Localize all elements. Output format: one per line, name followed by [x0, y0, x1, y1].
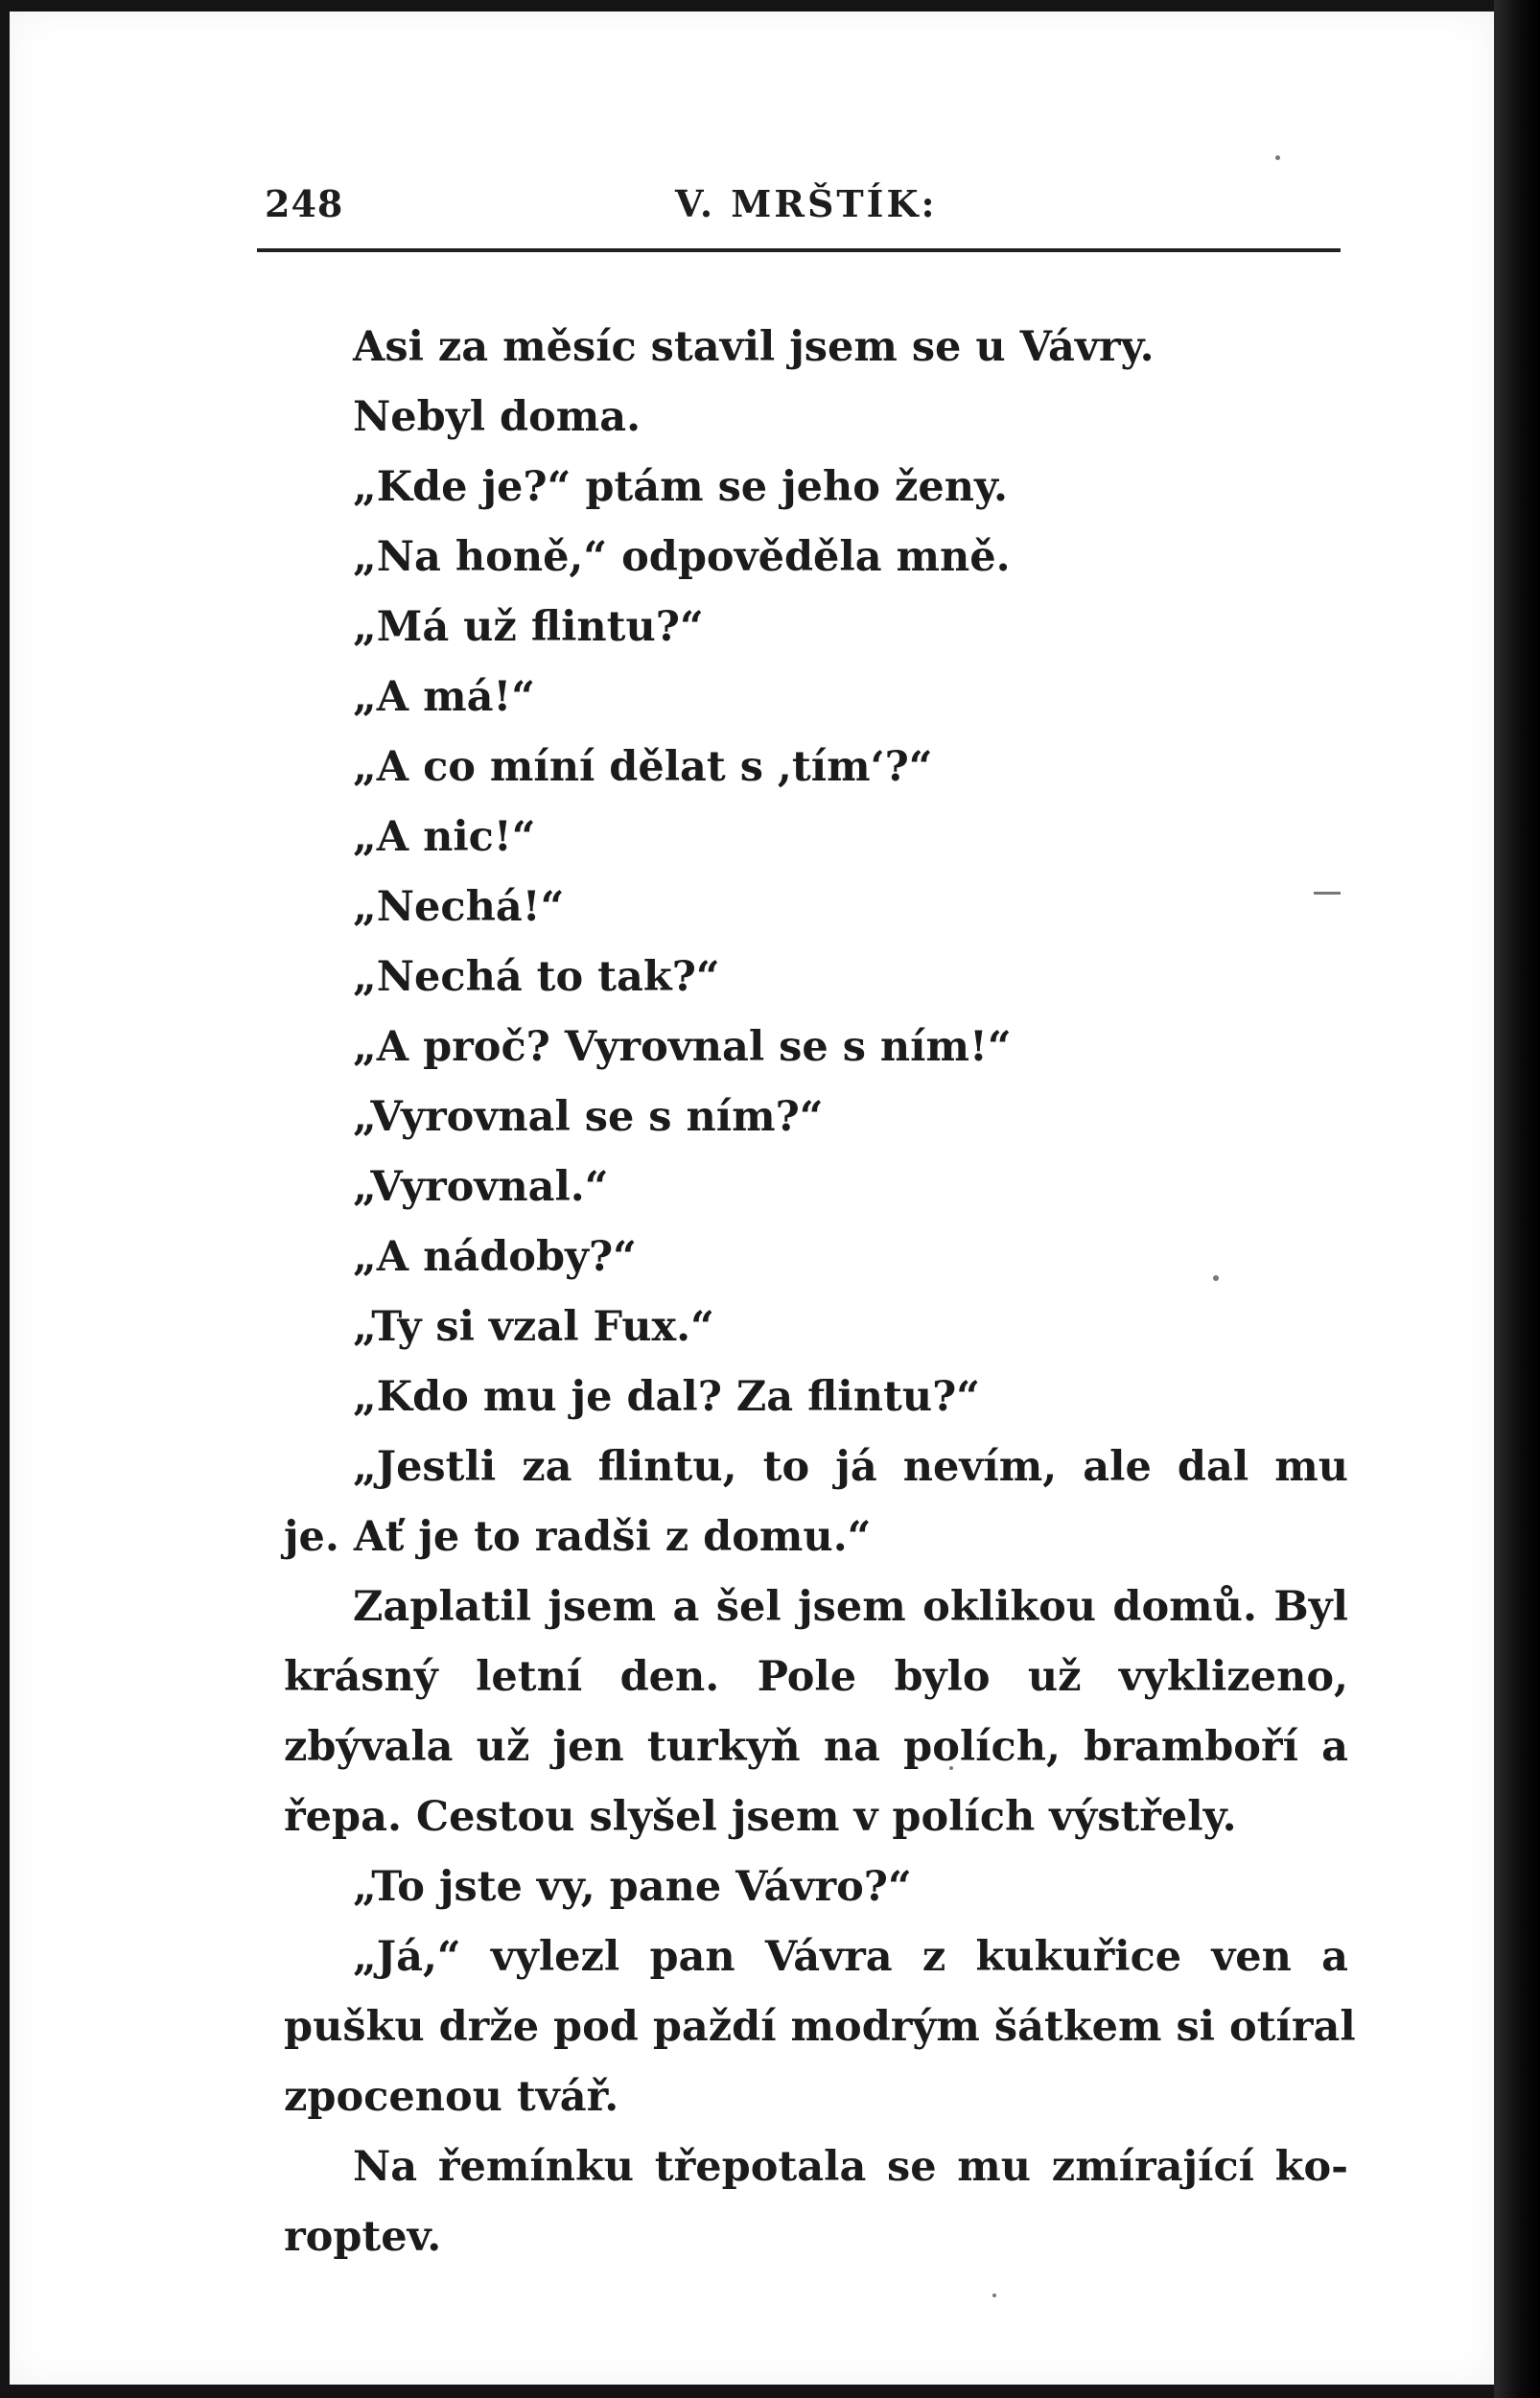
page-number: 248 [265, 182, 344, 225]
paper-speck [992, 2293, 996, 2297]
page-header [257, 182, 1341, 249]
spine-shadow [1494, 0, 1540, 2398]
running-head: V. MRŠTÍK: [675, 182, 938, 225]
text-line: „To jste vy, pane Vávro?“ [353, 1863, 912, 1911]
paper-speck [1275, 155, 1280, 160]
text-line: „Vyrovnal.“ [353, 1163, 609, 1211]
text-line: „A má!“ [353, 673, 536, 721]
text-line: „Ty si vzal Fux.“ [353, 1303, 714, 1351]
header-rule [257, 248, 1341, 252]
text-line: zpocenou tvář. [284, 2073, 619, 2121]
text-line: Nebyl doma. [353, 393, 642, 441]
text-line: Na řemínku třepotala se mu zmírající ko- [353, 2143, 1348, 2191]
text-line: „Kdo mu je dal? Za flintu?“ [353, 1373, 981, 1421]
text-line: „Kde je?“ ptám se jeho ženy. [353, 463, 1009, 511]
text-line: pušku drže pod paždí modrým šátkem si otíral [284, 2003, 1356, 2051]
text-line: Asi za měsíc stavil jsem se u Vávry. [353, 323, 1155, 371]
text-line: „Nechá!“ [353, 883, 565, 931]
body-text [284, 313, 1356, 2272]
text-line: „Já,“ vylezl pan Vávra z kukuřice ven a [353, 1933, 1348, 1981]
text-line: „Nechá to tak?“ [353, 953, 720, 1001]
text-line: krásný letní den. Pole bylo už vyklizeno, [284, 1653, 1348, 1701]
text-line: „A nic!“ [353, 813, 536, 861]
text-line: „Na honě,“ odpověděla mně. [353, 533, 1011, 581]
text-line: „Jestli za flintu, to já nevím, ale dal mu [353, 1443, 1348, 1491]
text-line: je. Ať je to radši z domu.“ [284, 1513, 872, 1561]
text-line: „A proč? Vyrovnal se s ním!“ [353, 1023, 1012, 1071]
text-line: „A nádoby?“ [353, 1233, 637, 1281]
text-line: Zaplatil jsem a šel jsem oklikou domů. Byl [353, 1583, 1348, 1631]
text-line: „A co míní dělat s ,tím‘?“ [353, 743, 933, 791]
text-line: roptev. [284, 2213, 442, 2261]
text-line: „Má už flintu?“ [353, 603, 704, 651]
text-line: zbývala už jen turkyň na polích, bramboří a [284, 1723, 1348, 1771]
text-line: „Vyrovnal se s ním?“ [353, 1093, 824, 1141]
text-line: řepa. Cestou slyšel jsem v polích výstřely. [284, 1793, 1237, 1841]
